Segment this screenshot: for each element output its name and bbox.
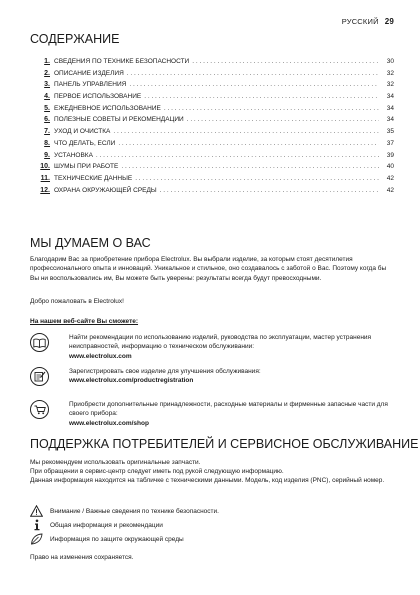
toc-item[interactable]: [30, 138, 394, 150]
toc-item-number: 2.: [44, 69, 50, 77]
intro-paragraph: Благодарим Вас за приобретение прибора Electrolux. Вы выбрали изделие, за которым стоят десятилетия профессионального опыта и инноваций. Уникальное и стильное, оно создавалось с заботой о Вас. Поэтому когда бы Вы ни воспользовались им, Вы можете быть уверены: результаты всегда будут превосходными.: [30, 256, 387, 282]
toc-item-page: 34: [386, 93, 394, 101]
toc-item-page: 32: [386, 69, 394, 77]
toc-item-text: УСТАНОВКА: [54, 151, 93, 159]
toc-item-text: ТЕХНИЧЕСКИЕ ДАННЫЕ: [54, 174, 133, 182]
toc-leader: [121, 161, 379, 173]
footer-note: Право на изменения сохраняется.: [30, 554, 134, 561]
toc-item-number: 6.: [44, 116, 50, 124]
symbol-text: Информация по защите окружающей среды: [50, 535, 184, 543]
toc-item-number: 9.: [44, 151, 50, 159]
toc-item[interactable]: [30, 185, 394, 197]
website-item-registration: [30, 367, 394, 386]
toc-item-number: 8.: [44, 139, 50, 147]
toc-item-text: ПАНЕЛЬ УПРАВЛЕНИЯ: [54, 81, 127, 89]
toc-title: СОДЕРЖАНИЕ: [30, 32, 120, 46]
toc-item-text: ОХРАНА ОКРУЖАЮЩЕЙ СРЕДЫ: [54, 186, 157, 194]
header-language: РУССКИЙ: [341, 17, 379, 26]
symbol-legend-warning: [30, 505, 219, 517]
toc-leader: [160, 185, 379, 197]
toc-item-page: 39: [386, 151, 394, 159]
toc-item-number: 11.: [40, 174, 50, 182]
toc-item-number: 3.: [44, 81, 50, 89]
toc-item-text: ЧТО ДЕЛАТЬ, ЕСЛИ: [54, 139, 116, 147]
toc-item-page: 34: [386, 104, 394, 112]
toc-item-page: 37: [386, 139, 394, 147]
page-header: [342, 17, 394, 26]
toc-item-text: ПОЛЕЗНЫЕ СОВЕТЫ И РЕКОМЕНДАЦИИ: [54, 116, 184, 124]
toc-leader: [96, 150, 379, 162]
info-icon: [30, 519, 43, 531]
toc-item[interactable]: [30, 126, 394, 138]
toc-item-page: 30: [386, 58, 394, 65]
toc-item-number: 1.: [44, 58, 50, 65]
toc-leader: [187, 114, 379, 126]
toc-item[interactable]: [30, 173, 394, 185]
table-of-contents: [30, 56, 394, 196]
symbol-text: Внимание / Важные сведения по технике безопасности.: [50, 507, 219, 515]
toc-item-page: 42: [386, 174, 394, 182]
symbol-legend-info: [30, 519, 163, 531]
toc-leader: [144, 91, 379, 103]
section-title-support: ПОДДЕРЖКА ПОТРЕБИТЕЛЕЙ И СЕРВИСНОЕ ОБСЛУЖИВАНИЕ: [30, 437, 419, 451]
symbol-text: Общая информация и рекомендации: [50, 521, 163, 529]
website-item-support: [30, 333, 394, 361]
shopping-cart-icon: [30, 400, 49, 419]
toc-item-text: УХОД И ОЧИСТКА: [54, 128, 111, 136]
support-paragraph-1: Мы рекомендуем использовать оригинальные запчасти.: [30, 459, 201, 466]
welcome-text: Добро пожаловать в Electrolux!: [30, 298, 124, 305]
toc-leader: [135, 173, 379, 185]
toc-item[interactable]: [30, 114, 394, 126]
website-link[interactable]: www.electrolux.com/productregistration: [69, 377, 194, 385]
toc-item-number: 5.: [44, 104, 50, 112]
toc-item-number: 7.: [44, 128, 50, 136]
toc-item-number: 4.: [44, 93, 50, 101]
toc-item-text: ОПИСАНИЕ ИЗДЕЛИЯ: [54, 69, 124, 77]
toc-item-page: 34: [386, 116, 394, 124]
toc-leader: [113, 126, 379, 138]
website-heading: На нашем веб-сайте Вы сможете:: [30, 318, 139, 325]
toc-item[interactable]: [30, 68, 394, 80]
toc-leader: [127, 68, 379, 80]
toc-leader: [118, 138, 379, 150]
section-title-thinking: МЫ ДУМАЕМ О ВАС: [30, 236, 151, 250]
support-paragraph-3: Данная информация находится на табличке с техническими данными. Модель, код изделия (PNC), серийный номер.: [30, 477, 385, 484]
toc-item[interactable]: [30, 150, 394, 162]
symbol-legend-environment: [30, 533, 184, 545]
website-item-shop: [30, 400, 394, 428]
support-paragraph-2: При обращении в сервис-центр следует иметь под рукой следующую информацию.: [30, 468, 284, 475]
header-page-number: 29: [384, 17, 394, 26]
toc-item[interactable]: [30, 91, 394, 103]
website-item-text: Найти рекомендации по использованию изделий, руководства по эксплуатации, мастер устранения неисправностей, информацию о техническом обслуживании:: [69, 334, 372, 351]
warning-icon: [30, 505, 43, 517]
website-link[interactable]: www.electrolux.com: [69, 352, 132, 360]
toc-item[interactable]: [30, 103, 394, 115]
registration-icon: [30, 367, 49, 386]
toc-item-page: 35: [386, 128, 394, 136]
toc-item-text: ЕЖЕДНЕВНОЕ ИСПОЛЬЗОВАНИЕ: [54, 104, 161, 112]
toc-item-page: 32: [386, 81, 394, 89]
toc-item-number: 10.: [40, 163, 50, 171]
toc-leader: [192, 56, 379, 68]
toc-item-number: 12.: [40, 186, 50, 194]
toc-item[interactable]: [30, 56, 394, 68]
toc-item[interactable]: [30, 79, 394, 91]
toc-item-page: 40: [386, 163, 394, 171]
toc-item-page: 42: [386, 186, 394, 194]
website-item-text: Приобрести дополнительные принадлежности, расходные материалы и фирменные запасные части для своего прибора:: [69, 401, 388, 418]
book-icon: [30, 333, 49, 352]
toc-leader: [164, 103, 379, 115]
toc-item-text: СВЕДЕНИЯ ПО ТЕХНИКЕ БЕЗОПАСНОСТИ: [54, 58, 190, 65]
toc-item[interactable]: [30, 161, 394, 173]
leaf-icon: [30, 533, 43, 545]
website-item-text: Зарегистрировать свое изделие для улучшения обслуживания:: [69, 368, 261, 375]
toc-item-text: ШУМЫ ПРИ РАБОТЕ: [54, 163, 119, 171]
website-link[interactable]: www.electrolux.com/shop: [69, 419, 149, 427]
toc-leader: [129, 79, 379, 91]
toc-item-text: ПЕРВОЕ ИСПОЛЬЗОВАНИЕ: [54, 93, 142, 101]
